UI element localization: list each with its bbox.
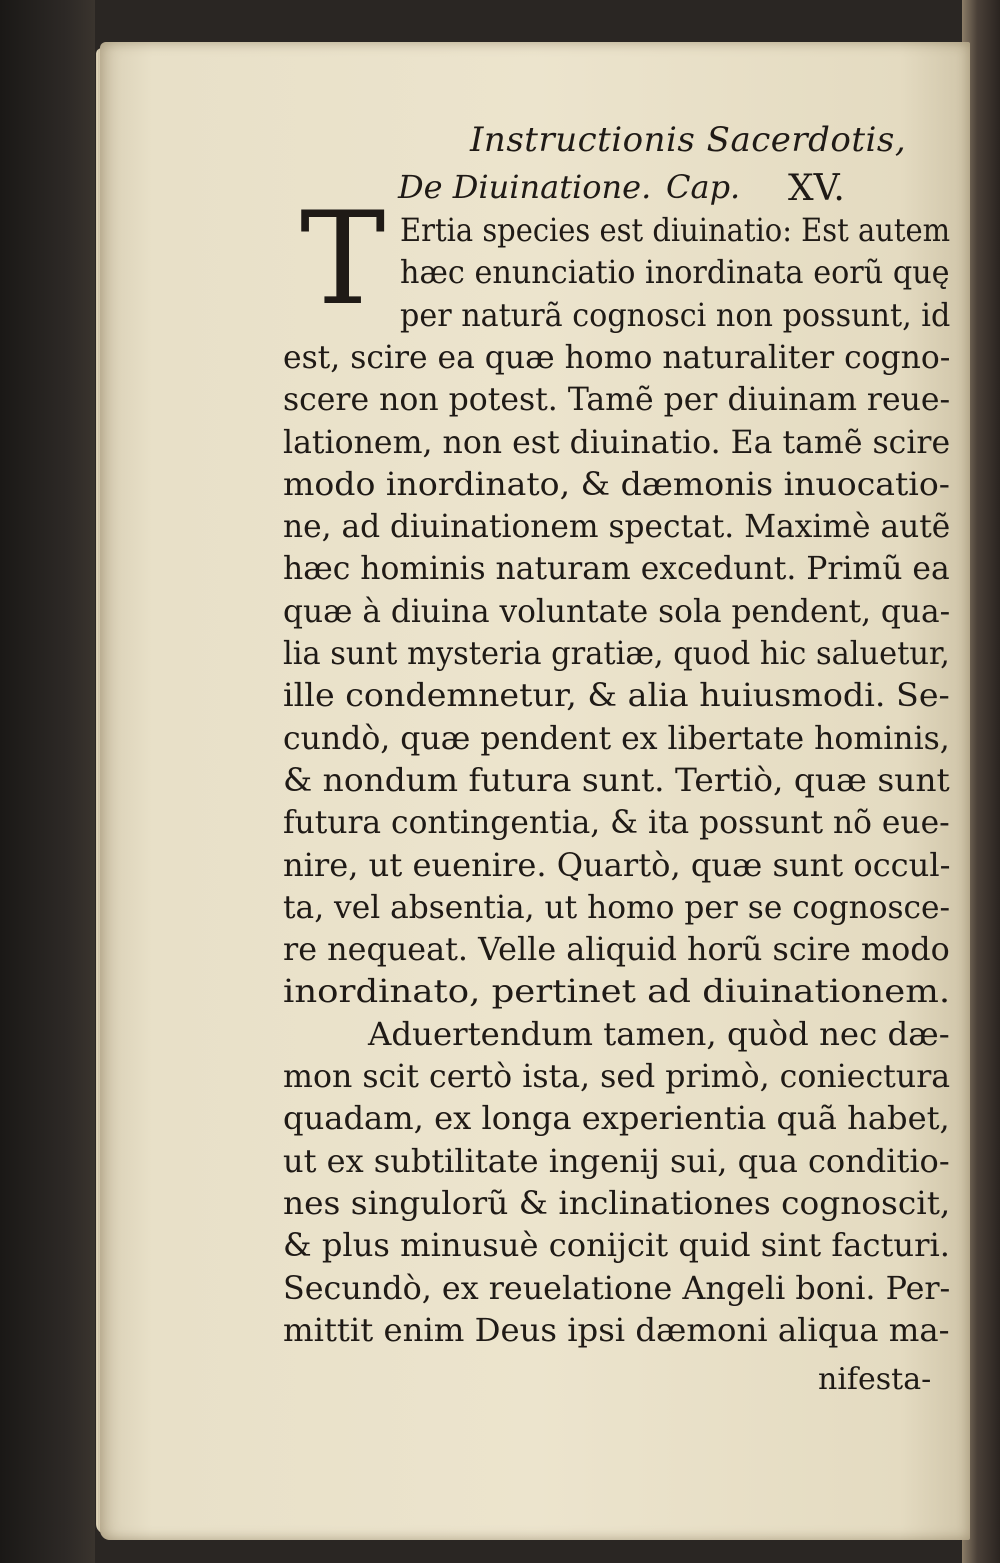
text-line: ille condemnetur, & alia huiusmodi. Se-	[283, 676, 950, 715]
text-line: mittit enim Deus ipsi dæmoni aliqua ma-	[283, 1310, 950, 1349]
text-line: nes singulorũ & inclinationes cognoscit,	[283, 1183, 951, 1222]
chapter-title: De Diuinatione.	[398, 168, 652, 206]
text-line: & plus minusuè conijcit quid sint facturi.	[283, 1226, 950, 1265]
text-line: futura contingentia, & ita possunt nõ eue-	[283, 803, 950, 842]
text-line: lia sunt mysteria gratiæ, quod hic saluetur,	[283, 634, 950, 672]
text-line: & nondum futura sunt. Tertiò, quæ sunt	[283, 760, 950, 799]
text-line: ta, vel absentia, ut homo per se cognosce-	[283, 887, 951, 926]
text-line: Secundò, ex reuelatione Angeli boni. Per-	[283, 1268, 951, 1307]
text-line: scere non potest. Tamẽ per diuinam reue-	[283, 380, 951, 419]
book-spine-left	[0, 0, 95, 1563]
text-line: hæc hominis naturam excedunt. Primũ ea	[283, 549, 950, 588]
text-line: Aduertendum tamen, quòd nec dæ-	[368, 1014, 950, 1053]
text-line: mon scit certò ista, sed primò, coniectura	[283, 1057, 951, 1095]
running-head: Instructionis Sacerdotis,	[470, 120, 907, 160]
text-line: cundò, quæ pendent ex libertate hominis,	[283, 718, 950, 757]
drop-cap: T	[300, 185, 386, 334]
text-line: lationem, non est diuinatio. Ea tamẽ scire	[283, 422, 951, 461]
text-line: hæc enunciatio inordinata eorũ quę	[400, 253, 950, 292]
text-line: modo inordinato, & dæmonis inuocatio-	[283, 464, 950, 503]
text-line: nire, ut euenire. Quartò, quæ sunt occul-	[283, 845, 951, 884]
chapter-number: XV.	[788, 168, 845, 209]
text-line: per naturã cognosci non possunt, id	[400, 295, 951, 334]
text-line: Ertia species est diuinatio: Est autem	[400, 211, 951, 249]
chapter-label: Cap.	[666, 168, 741, 206]
text-line: est, scire ea quæ homo naturaliter cogno-	[283, 337, 951, 376]
text-line: ne, ad diuinationem spectat. Maximè autẽ	[283, 507, 951, 546]
text-line: re nequeat. Velle aliquid horũ scire modo	[283, 930, 950, 969]
catchword: nifesta-	[818, 1362, 932, 1398]
text-line: inordinato, pertinet ad diuinationem.	[283, 972, 951, 1011]
text-line: quadam, ex longa experientia quã habet,	[283, 1099, 950, 1138]
text-line: quæ à diuina voluntate sola pendent, qua-	[283, 591, 951, 630]
text-line: ut ex subtilitate ingenij sui, qua conditio-	[283, 1141, 950, 1180]
